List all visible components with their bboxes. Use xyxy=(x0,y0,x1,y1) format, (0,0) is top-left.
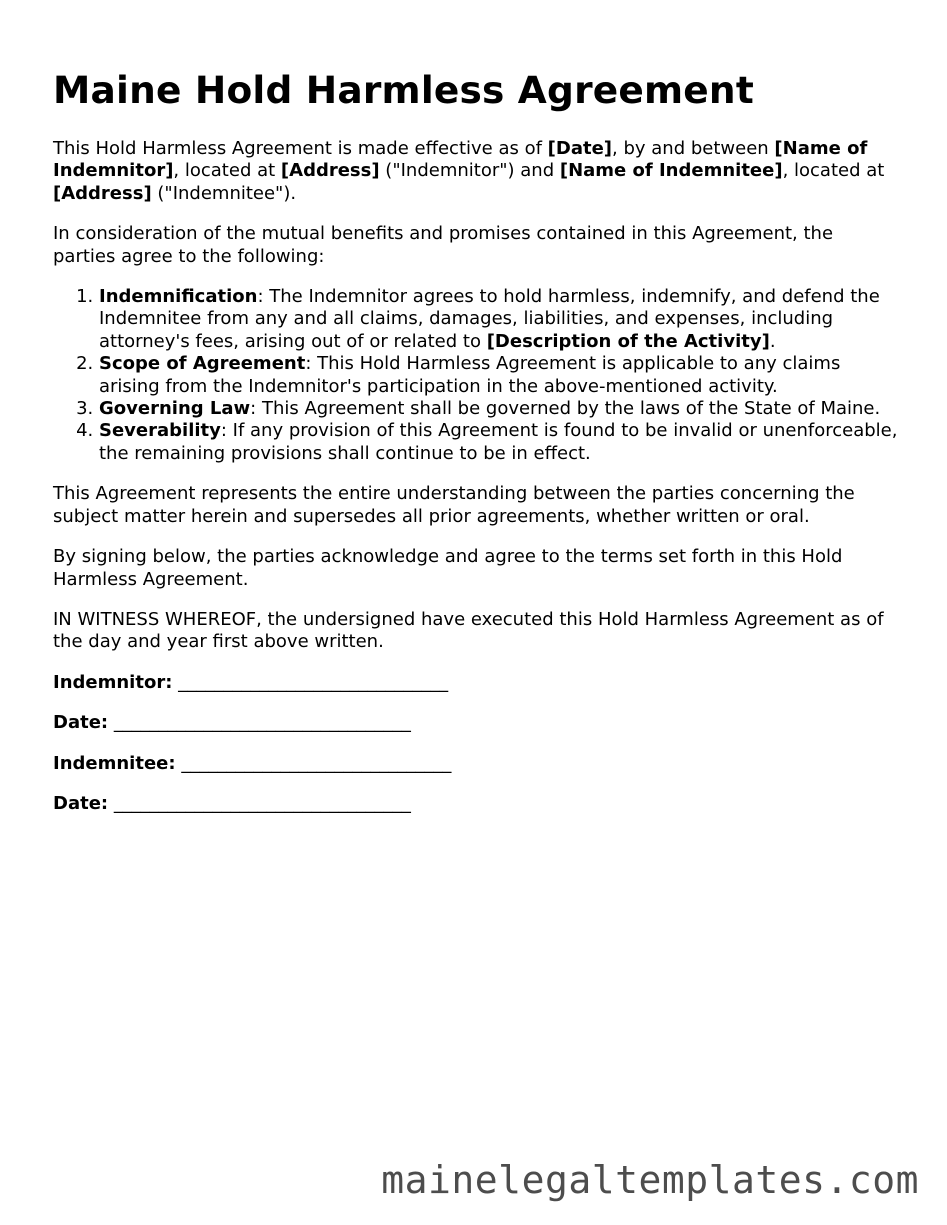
document-title: Maine Hold Harmless Agreement xyxy=(53,68,754,112)
clause-text: : This Hold Harmless Agreement is applicable to any claims arising from the Indemnitor's participation in the above-mentioned activity. xyxy=(99,353,841,397)
indemnitee-address-placeholder: [Address] xyxy=(53,182,152,204)
signature-blank[interactable]: _________________________________ xyxy=(113,792,411,814)
indemnitor-address-placeholder: [Address] xyxy=(280,160,380,182)
intro-text-1: This Hold Harmless Agreement is made effective as of xyxy=(53,138,548,159)
clause-list xyxy=(53,286,898,465)
intro-text-5: , located at xyxy=(782,160,885,182)
signature-blank[interactable]: ______________________________ xyxy=(181,752,452,774)
acknowledgement-paragraph: By signing below, the parties acknowledge and agree to the terms set forth in this Hold Harmless Agreement. xyxy=(53,546,843,590)
website-watermark: mainelegaltemplates.com xyxy=(381,1158,919,1202)
document-page xyxy=(53,68,898,833)
signature-label: Indemnitee: xyxy=(53,752,176,774)
clause-item-scope xyxy=(99,353,898,398)
clause-heading: Severability xyxy=(99,420,221,442)
clause-heading: Indemnification xyxy=(99,286,258,308)
indemnitor-name-placeholder: [Name of Indemnitor] xyxy=(53,138,868,182)
clause-text: : The Indemnitor agrees to hold harmless, indemnify, and defend the Indemnitee from any and all claims, damages, liabilities, and expenses, including attorney's fees, arising out of or related to xyxy=(99,286,880,352)
signature-indemnitee xyxy=(53,753,898,775)
clause-tail: . xyxy=(769,330,776,352)
clause-item-severability xyxy=(99,420,898,465)
clause-heading: Governing Law xyxy=(99,398,251,420)
signature-blank[interactable]: _________________________________ xyxy=(113,712,411,734)
consideration-paragraph: In consideration of the mutual benefits and promises contained in this Agreement, the parties agree to the following: xyxy=(53,223,834,267)
signature-blank[interactable]: ______________________________ xyxy=(178,671,449,693)
indemnitee-name-placeholder: [Name of Indemnitee] xyxy=(559,160,783,182)
clause-text: : This Agreement shall be governed by the laws of the State of Maine. xyxy=(250,398,881,420)
clause-heading: Scope of Agreement xyxy=(99,353,306,375)
activity-placeholder: [Description of the Activity] xyxy=(486,330,770,352)
witness-paragraph: IN WITNESS WHEREOF, the undersigned have executed this Hold Harmless Agreement as of the day and year first above written. xyxy=(53,608,884,653)
signature-date-1 xyxy=(53,712,898,734)
clause-text: : If any provision of this Agreement is found to be invalid or unenforceable, the remaining provisions shall continue to be in effect. xyxy=(99,420,898,464)
signature-indemnitor xyxy=(53,672,898,694)
clause-item-indemnification xyxy=(99,286,898,353)
signature-label: Date: xyxy=(53,792,109,814)
intro-text-3: , located at xyxy=(173,160,281,182)
entire-agreement-paragraph: This Agreement represents the entire understanding between the parties concerning the subject matter herein and supersedes all prior agreements, whether written or oral. xyxy=(53,483,855,527)
intro-text-6: ("Indemnitee"). xyxy=(151,182,297,204)
signature-date-2 xyxy=(53,793,898,815)
signature-label: Date: xyxy=(53,712,109,734)
signature-label: Indemnitor: xyxy=(53,671,173,693)
clause-item-governing-law xyxy=(99,398,898,420)
date-placeholder: [Date] xyxy=(547,138,613,159)
intro-text-4: ("Indemnitor") and xyxy=(379,160,560,182)
intro-paragraph xyxy=(53,138,898,205)
intro-text-2: , by and between xyxy=(612,138,775,159)
